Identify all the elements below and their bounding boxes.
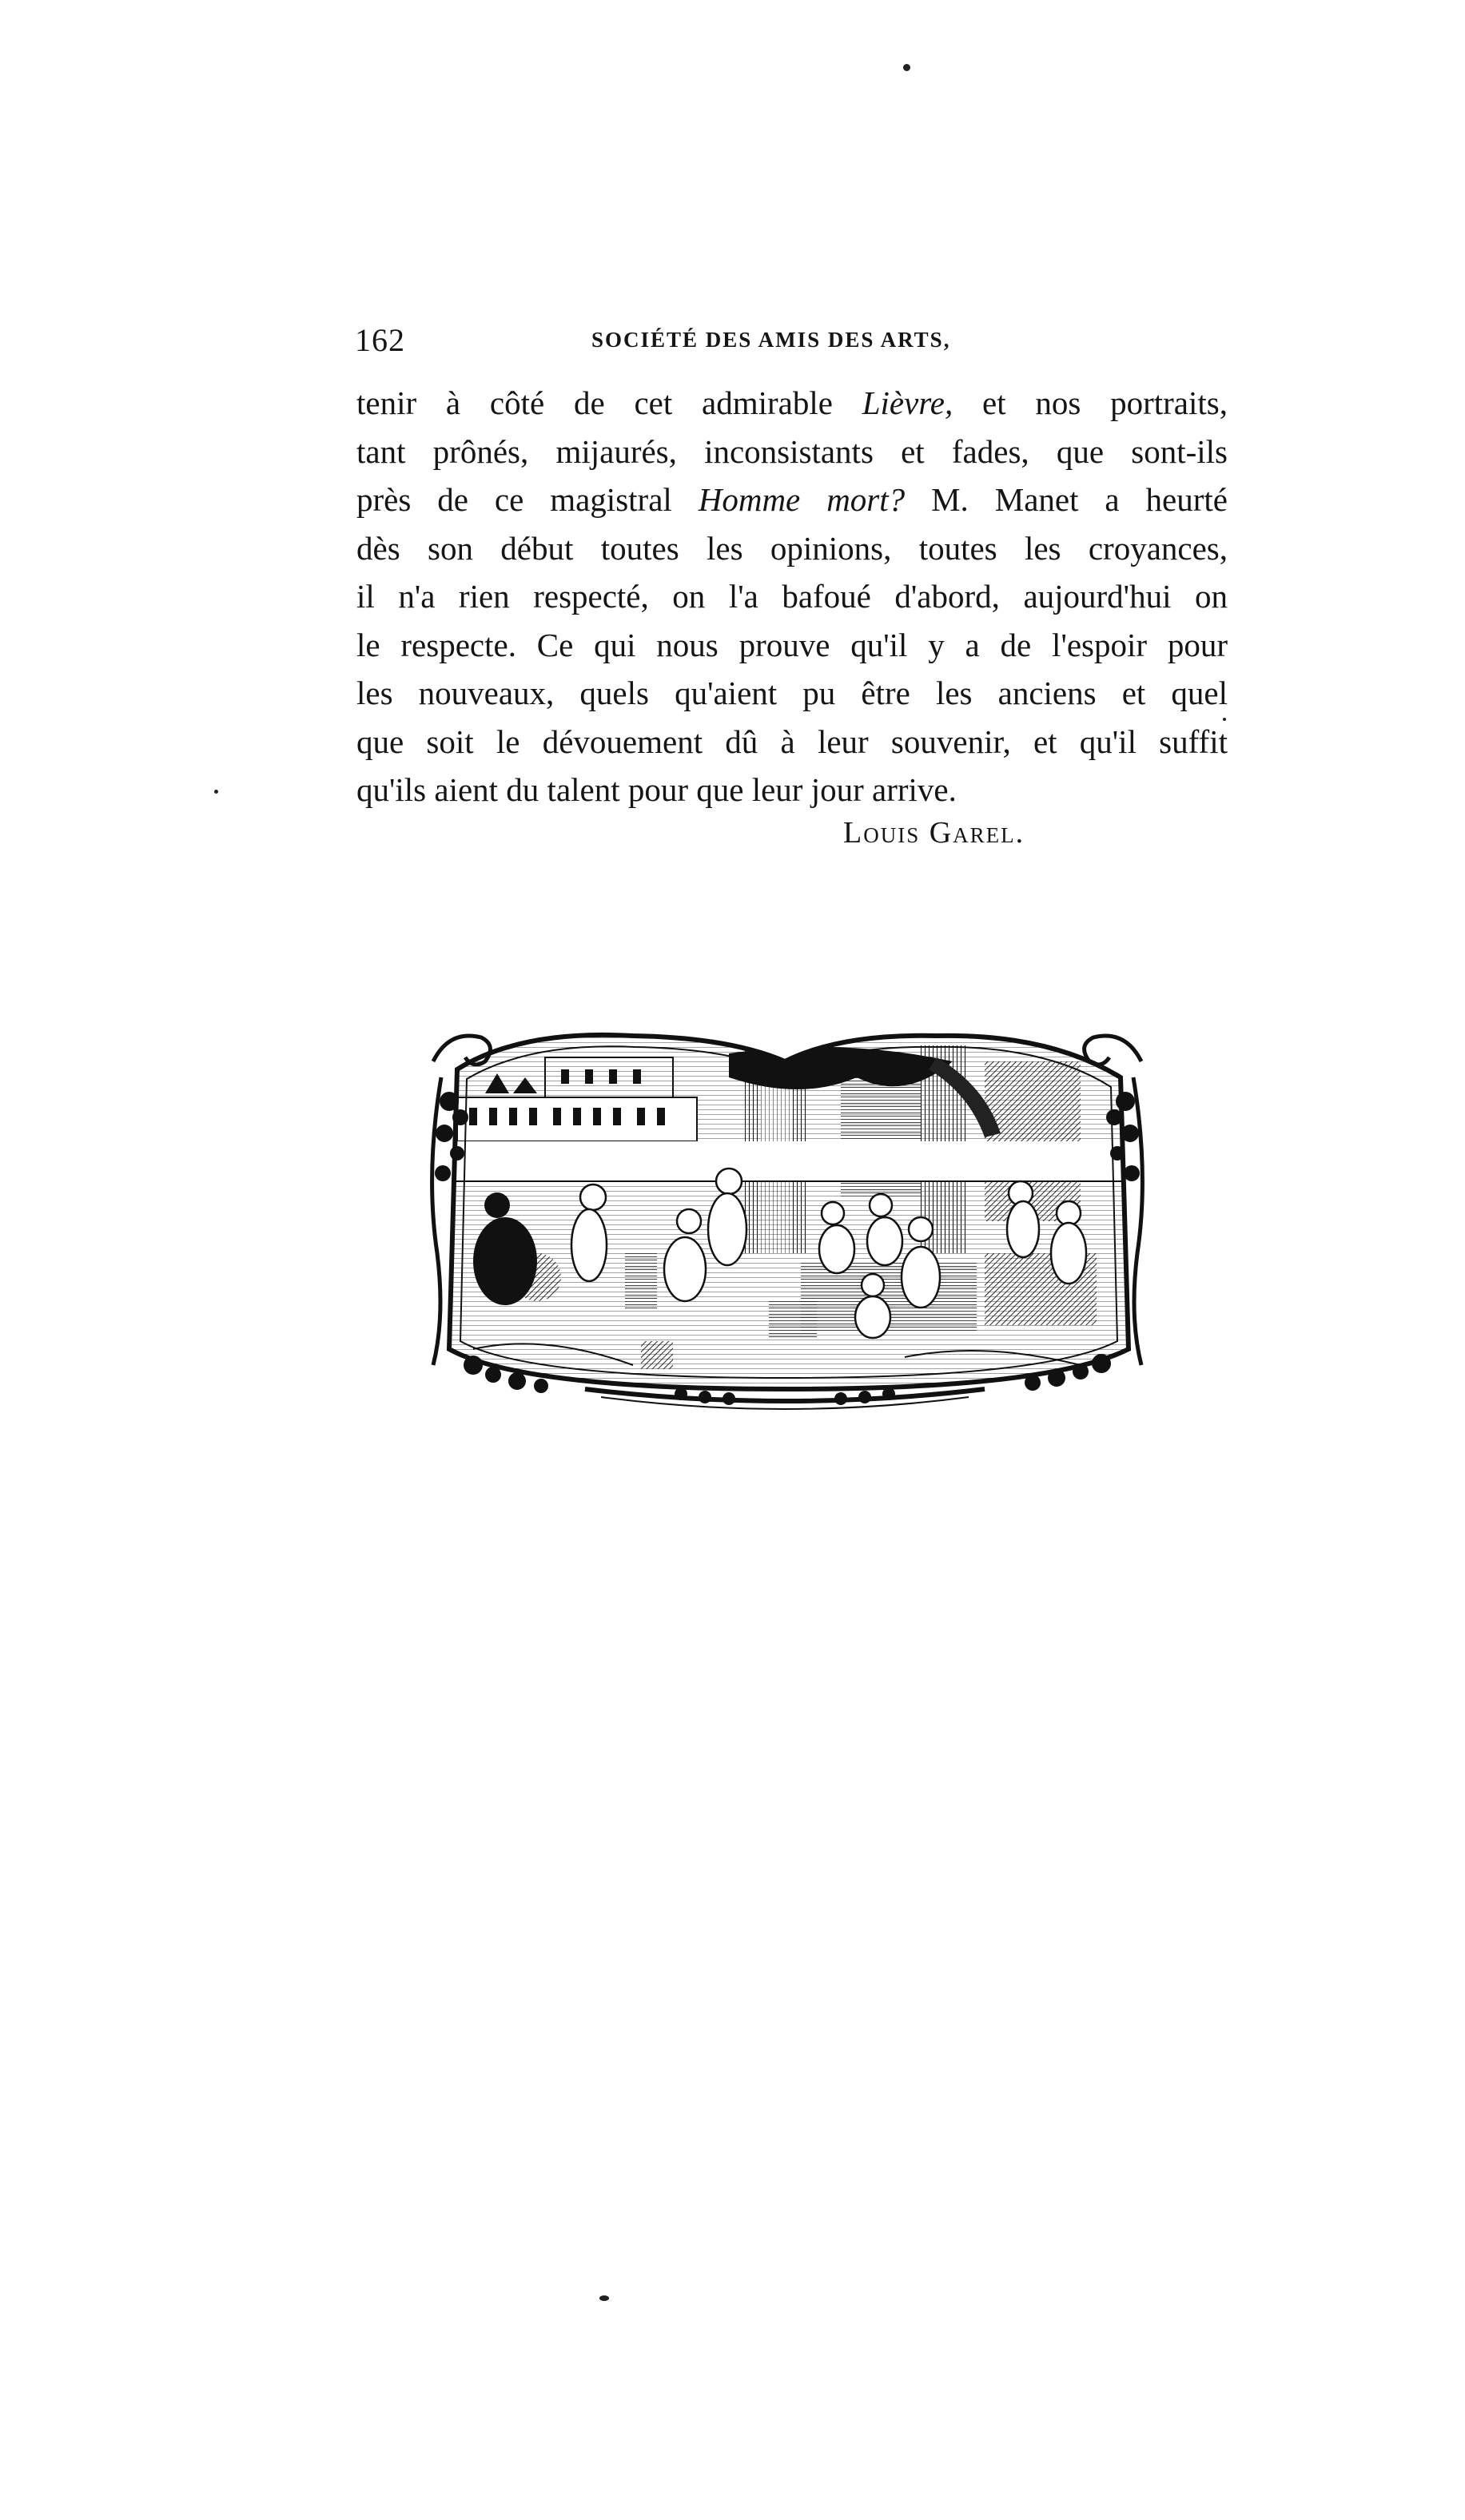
ink-speck — [903, 64, 910, 71]
italic-title: Lièvre, — [862, 384, 953, 421]
text-segment: M. Manet a heurté — [905, 481, 1228, 518]
text-line — [356, 621, 1228, 670]
ink-speck — [599, 2295, 609, 2301]
text-segment: et nos portraits, — [953, 384, 1228, 421]
running-title: SOCIÉTÉ DES AMIS DES ARTS, — [591, 328, 951, 352]
text-segment: près de ce magistral — [356, 481, 699, 518]
vignette-scene — [425, 1013, 1149, 1413]
text-line — [356, 766, 1228, 814]
text-segment: tant prônés, mijaurés, inconsistants et fades, que sont-ils — [356, 432, 1228, 470]
text-segment: qu'ils aient du talent pour que leur jour arrive. — [356, 771, 957, 808]
running-head — [352, 320, 1055, 360]
text-segment: le respecte. Ce qui nous prouve qu'il y a de l'espoir pour — [356, 626, 1228, 663]
text-segment: tenir à côté de cet admirable — [356, 384, 862, 421]
text-line — [356, 476, 1228, 524]
text-segment: les nouveaux, quels qu'aient pu être les anciens et quel — [356, 675, 1228, 711]
engraved-vignette — [425, 1013, 1149, 1413]
page-number: 162 — [355, 322, 405, 358]
ink-speck — [214, 790, 218, 794]
text-line — [356, 379, 1228, 428]
text-segment: que soit le dévouement dû à leur souvenir, et qu'il suffit — [356, 723, 1228, 760]
text-line — [356, 669, 1228, 718]
text-line — [356, 428, 1228, 476]
text-segment: dès son début toutes les opinions, toutes les croyances, — [356, 529, 1228, 567]
text-line — [356, 572, 1228, 621]
text-line — [356, 718, 1228, 766]
text-segment: il n'a rien respecté, on l'a bafoué d'abord, aujourd'hui on — [356, 578, 1228, 615]
italic-title: Homme mort? — [698, 481, 906, 518]
author-signature: Louis Garel. — [843, 816, 1025, 850]
text-line — [356, 524, 1228, 573]
ink-speck — [1223, 718, 1226, 721]
body-text — [356, 379, 1228, 814]
